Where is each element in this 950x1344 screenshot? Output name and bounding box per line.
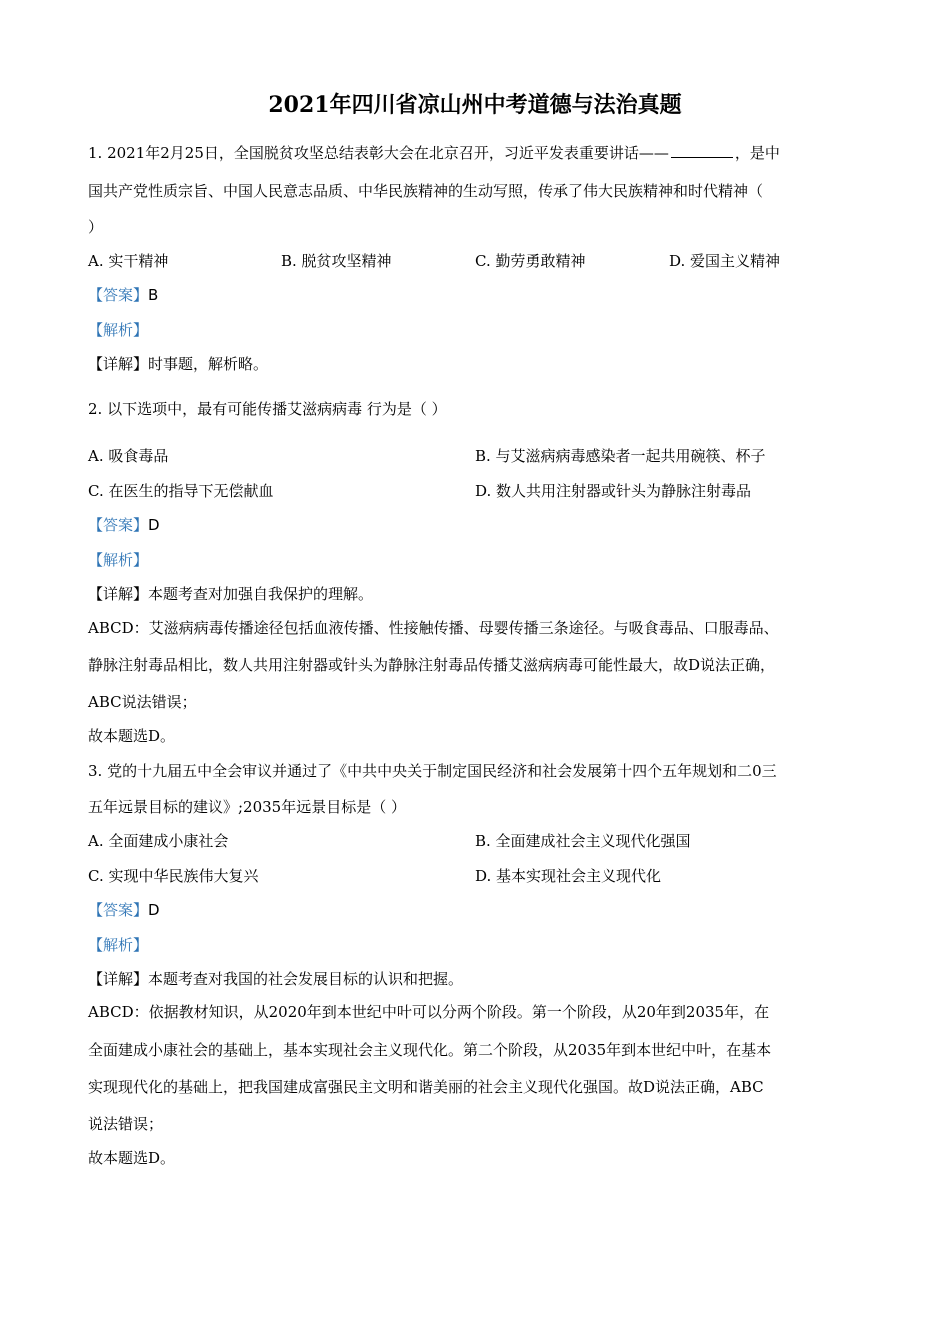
q1-option-d: D. 爱国主义精神 bbox=[669, 252, 781, 270]
q1-answer bbox=[88, 285, 158, 305]
answer-label: 【答案】 bbox=[88, 516, 149, 534]
q1-analysis-label: 【解析】 bbox=[88, 321, 149, 339]
page-title: 2021年四川省凉山州中考道德与法治真题 bbox=[268, 92, 682, 118]
q1-stem-text-end: ，是中 bbox=[734, 144, 780, 162]
q1-stem-line-3: ） bbox=[88, 218, 104, 236]
q2-detail-line: ABC说法错误； bbox=[88, 693, 197, 711]
q2-detail-line: ABCD：艾滋病病毒传播途径包括血液传播、性接触传播、母婴传播三条途径。与吸食毒品、口服毒品、 bbox=[88, 619, 779, 637]
answer-label: 【答案】 bbox=[88, 901, 149, 919]
q3-option-d: D. 基本实现社会主义现代化 bbox=[475, 867, 662, 885]
q1-stem-line-2: 国共产党性质宗旨、中国人民意志品质、中华民族精神的生动写照，传承了伟大民族精神和时代精神（ bbox=[88, 182, 764, 200]
q2-option-b: B. 与艾滋病病毒感染者一起共用碗筷、杯子 bbox=[475, 447, 766, 465]
q2-answer bbox=[88, 515, 160, 535]
q2-option-d: D. 数人共用注射器或针头为静脉注射毒品 bbox=[475, 482, 752, 500]
q1-option-c: C. 勤劳勇敢精神 bbox=[475, 252, 586, 270]
q1-detail-line: 【详解】时事题，解析略。 bbox=[88, 355, 269, 373]
q3-detail-line: 说法错误； bbox=[88, 1115, 164, 1133]
q3-detail-line: ABCD：依据教材知识，从2020年到本世纪中叶可以分两个阶段。第一个阶段，从20年到2035年，在 bbox=[88, 1003, 770, 1021]
q3-analysis-label: 【解析】 bbox=[88, 936, 149, 954]
q3-option-c: C. 实现中华民族伟大复兴 bbox=[88, 867, 259, 885]
q3-detail-line: 【详解】本题考查对我国的社会发展目标的认识和把握。 bbox=[88, 970, 464, 988]
q1-stem-line-1 bbox=[88, 143, 780, 163]
answer-value: D bbox=[148, 901, 160, 919]
q2-detail-line: 静脉注射毒品相比，数人共用注射器或针头为静脉注射毒品传播艾滋病病毒可能性最大，故D说法正确， bbox=[88, 656, 776, 674]
q1-answer-blank bbox=[671, 143, 733, 158]
q1-option-a: A. 实干精神 bbox=[88, 252, 169, 270]
q1-stem-text: 1. 2021年2月25日，全国脱贫攻坚总结表彰大会在北京召开，习近平发表重要讲话—— bbox=[88, 144, 669, 162]
q3-option-a: A. 全面建成小康社会 bbox=[88, 832, 229, 850]
q3-stem-line-2: 五年远景目标的建议》;2035年远景目标是（ ） bbox=[88, 798, 406, 816]
q3-detail-line: 故本题选D。 bbox=[88, 1149, 176, 1167]
q3-detail-line: 全面建成小康社会的基础上，基本实现社会主义现代化。第二个阶段，从2035年到本世纪中叶，在基本 bbox=[88, 1041, 772, 1059]
q2-option-c: C. 在医生的指导下无偿献血 bbox=[88, 482, 274, 500]
q1-option-b: B. 脱贫攻坚精神 bbox=[281, 252, 392, 270]
q2-option-a: A. 吸食毒品 bbox=[88, 447, 169, 465]
q2-analysis-label: 【解析】 bbox=[88, 551, 149, 569]
q3-answer bbox=[88, 900, 160, 920]
q3-detail-line: 实现现代化的基础上，把我国建成富强民主文明和谐美丽的社会主义现代化强国。故D说法正确，ABC bbox=[88, 1078, 764, 1096]
q3-stem-line-1: 3. 党的十九届五中全会审议并通过了《中共中央关于制定国民经济和社会发展第十四个五年规划和二0三 bbox=[88, 762, 777, 780]
q2-detail-line: 【详解】本题考查对加强自我保护的理解。 bbox=[88, 585, 374, 603]
answer-value: D bbox=[148, 516, 160, 534]
q3-option-b: B. 全面建成社会主义现代化强国 bbox=[475, 832, 691, 850]
q2-detail-line: 故本题选D。 bbox=[88, 727, 176, 745]
answer-value: B bbox=[148, 286, 159, 304]
answer-label: 【答案】 bbox=[88, 286, 149, 304]
q2-stem: 2. 以下选项中，最有可能传播艾滋病病毒 行为是（ ） bbox=[88, 400, 447, 418]
